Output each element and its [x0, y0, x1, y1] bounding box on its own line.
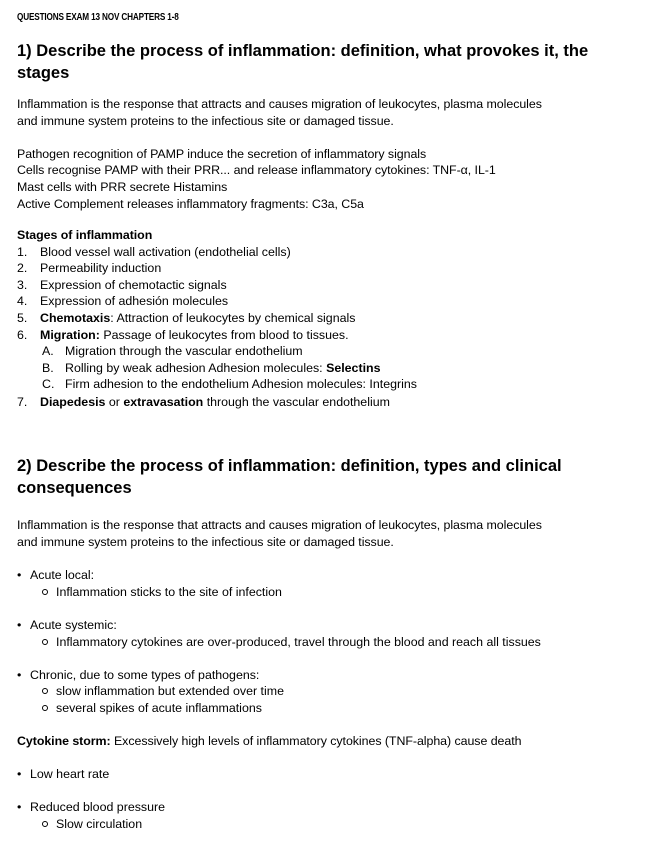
circle-bullet-icon: [42, 688, 48, 694]
circle-bullet-icon: [42, 589, 48, 595]
provokes-line-2: Cells recognise PAMP with their PRR... and release inflammatory cytokines: TNF-α, IL-1: [17, 163, 496, 177]
q2-definition-line-2: and immune system proteins to the infectious site or damaged tissue.: [17, 535, 394, 549]
sub-text: Firm adhesion to the endothelium Adhesion molecules: Integrins: [65, 377, 417, 391]
sub-letter: C.: [42, 377, 55, 391]
type-label: Acute local:: [30, 568, 95, 582]
question-1-title: 1) Describe the process of inflammation: definition, what provokes it, the stages: [17, 42, 589, 82]
stage-text: Expression of chemotactic signals: [40, 278, 227, 292]
diapedesis-desc: through the vascular endothelium: [203, 395, 390, 409]
sub-bullet-text: Inflammatory cytokines are over-produced, travel through the blood and reach all tissues: [56, 635, 541, 649]
diapedesis-term: Diapedesis: [40, 395, 106, 409]
q1-definition-line-2: and immune system proteins to the infectious site or damaged tissue.: [17, 114, 394, 128]
q2-definition-line-1: Inflammation is the response that attracts and causes migration of leukocytes, plasma molecules: [17, 518, 542, 532]
selectins-term: Selectins: [326, 361, 381, 375]
sub-bullet-text: Slow circulation: [56, 817, 143, 831]
type-label: Chronic, due to some types of pathogens:: [30, 668, 260, 682]
stage-number: 6.: [17, 328, 28, 342]
rolling-desc: Rolling by weak adhesion Adhesion molecules:: [65, 361, 327, 375]
stage-number: 2.: [17, 261, 28, 275]
q1-definition-line-1: Inflammation is the response that attracts and causes migration of leukocytes, plasma molecules: [17, 97, 542, 111]
chemotaxis-desc: : Attraction of leukocytes by chemical signals: [110, 311, 356, 325]
circle-bullet-icon: [42, 639, 48, 645]
cytokine-storm-line: [17, 733, 521, 750]
cytokine-storm-desc: Excessively high levels of inflammatory cytokines (TNF-alpha) cause death: [110, 734, 522, 748]
stage-number: 3.: [17, 278, 28, 292]
sub-bullet-text: slow inflammation but extended over time: [56, 684, 284, 698]
sub-bullet-text: several spikes of acute inflammations: [56, 701, 262, 715]
sub-text: Migration through the vascular endothelium: [65, 344, 303, 358]
stages-heading: Stages of inflammation: [17, 228, 153, 242]
consequence-text: Low heart rate: [30, 767, 110, 781]
sub-bullet-text: Inflammation sticks to the site of infection: [56, 585, 282, 599]
stage-text: Expression of adhesión molecules: [40, 294, 229, 308]
stage-number: 1.: [17, 245, 28, 259]
chemotaxis-term: Chemotaxis: [40, 311, 111, 325]
bullet-glyph: •: [17, 568, 22, 582]
stage-text: Permeability induction: [40, 261, 162, 275]
migration-desc: Passage of leukocytes from blood to tissues.: [99, 328, 349, 342]
extravasation-term: extravasation: [123, 395, 204, 409]
question-2-title: 2) Describe the process of inflammation: definition, types and clinical consequences: [17, 457, 562, 497]
stage-text: [40, 327, 349, 344]
circle-bullet-icon: [42, 705, 48, 711]
provokes-line-4: Active Complement releases inflammatory fragments: C3a, C5a: [17, 197, 364, 211]
stage-number: 5.: [17, 311, 28, 325]
circle-bullet-icon: [42, 821, 48, 827]
sub-text: [65, 360, 380, 377]
bullet-glyph: •: [17, 618, 22, 632]
migration-term: Migration:: [40, 328, 100, 342]
cytokine-storm-term: Cytokine storm:: [17, 734, 111, 748]
provokes-line-1: Pathogen recognition of PAMP induce the secretion of inflammatory signals: [17, 147, 427, 161]
stage-text: [40, 394, 390, 411]
provokes-line-3: Mast cells with PRR secrete Histamins: [17, 180, 228, 194]
stage-number: 7.: [17, 395, 28, 409]
type-label: Acute systemic:: [30, 618, 117, 632]
sub-letter: A.: [42, 344, 54, 358]
stage-text: Blood vessel wall activation (endothelial cells): [40, 245, 291, 259]
bullet-glyph: •: [17, 767, 22, 781]
document-header: QUESTIONS EXAM 13 NOV CHAPTERS 1-8: [17, 12, 179, 23]
sub-letter: B.: [42, 361, 54, 375]
bullet-glyph: •: [17, 800, 22, 814]
consequence-text: Reduced blood pressure: [30, 800, 166, 814]
or-text: or: [105, 395, 124, 409]
stage-number: 4.: [17, 294, 28, 308]
stage-text: [40, 310, 355, 327]
bullet-glyph: •: [17, 668, 22, 682]
